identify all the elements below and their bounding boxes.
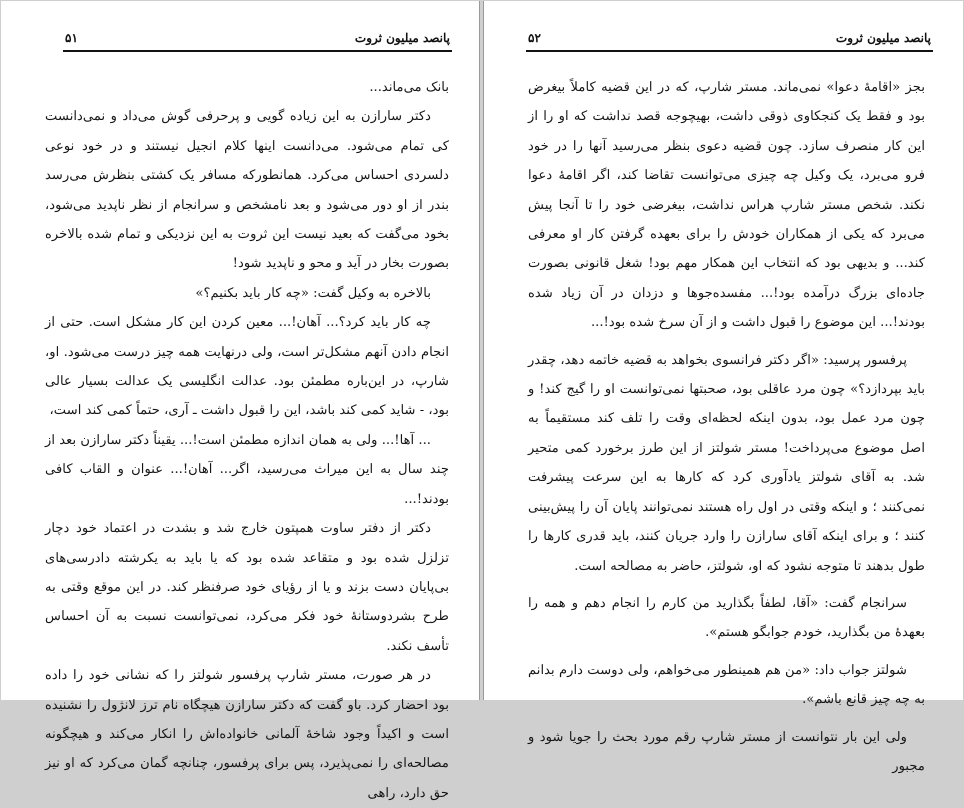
- paragraph: ... آها!... ولی به همان اندازه مطمئن است!... یقیناً دکتر سارازن بعد از چند سال به این میراث می‌رسید، اگر... آهان!... عنوان و القاب کافی بودند!...: [45, 432, 449, 507]
- paragraph: بجز «اقامهٔ دعوا» نمی‌ماند. مستر شارپ، که در این قضیه کاملاً بیغرض بود و فقط یک کنجکاوی ذوقی داشت، بهیچوجه قصد نداشت که او را از این کار منصرف سازد. چون قضیه دعوی بنظر می‌رسید آنها را در خود فرو می‌برد، یک وکیل چه چیزی می‌توانست تقاضا کند، اگر اقامهٔ دعوا نکند. شخص مستر شارپ هراس نداشت، بیغرضی خود را تا آنجا پیش می‌برد که یکی از همکاران خودش را برای بعهده گرفتن کار او معرفی کند... و بدیهی بود که انتخاب این همکار مهم بود! شغل قانونی بصورت جاده‌ای بزرگ درآمده بود!... مفسده‌جوها و دزدان در آن زیاد شده بودند!... این موضوع را قبول داشت و از آن سرخ شده بود!...: [528, 80, 925, 331]
- paragraph: بالاخره به وکیل گفت: «چه کار باید بکنیم؟»: [195, 285, 431, 301]
- paragraph: در هر صورت، مستر شارپ پرفسور شولتز را که نشانی خود را داده بود احضار کرد. باو گفت که دکتر سارازن هیچگاه نام ترز لانژول را نشنیده است و اکیداً وجود شاخهٔ آلمانی خانواده‌اش را انکار می‌کند و هیچگونه مصالحه‌ای را نمی‌پذیرد، پس برای پرفسور، چنانچه گمان می‌کرد که او نیز حق دارد، راهی: [45, 668, 449, 801]
- page-number: ۵۲: [528, 31, 541, 45]
- paragraph: پرفسور پرسید: «اگر دکتر فرانسوی بخواهد به قضیه خاتمه دهد، چقدر باید بپردازد؟» چون مرد عاقلی بود، صحبتها نمی‌توانست او را گیج کند! و چون مرد عمل بود، بدون اینکه لحظه‌ای وقت را تلف کند مستقیماً به اصل موضوع می‌پرداخت! مستر شولتز از این طرز برخورد کمی متحیر شد. به آقای شولتز یادآوری کرد که کارها به این سرعت پیشرفت نمی‌کنند ؛ و اینکه وقتی در اول راه هستند نمی‌توانند پایان آن را پیش‌بینی کنند ؛ و برای اینکه آقای سارازن را وارد جریان کنند، باید قدری کارها را طول بدهند تا متوجه نشود که او، شولتز، حاضر به مصالحه است.: [528, 352, 925, 574]
- right-page: [483, 1, 963, 774]
- page-header: [63, 28, 452, 52]
- paragraph: سرانجام گفت: «آقا، لطفاً بگذارید من کارم را انجام دهم و همه را بعهدهٔ من بگذارید، خودم جوابگو هستم».: [528, 595, 925, 641]
- page-number: ۵۱: [65, 31, 78, 45]
- paragraph: دکتر سارازن به این زیاده گویی و پرحرفی گوش می‌داد و نمی‌دانست کی تمام می‌شود. می‌دانست اینها کلام انجیل نیستند و در خود نوعی دلسردی احساس می‌کرد. همانطورکه مسافر یک کشتی بنظرش می‌رسد بندر از او دور می‌شود و بعد نامشخص و سرانجام از نظر ناپدید می‌شود، بخود می‌گفت که بعید نیست این ثروت به این نزدیکی و تمام شده بالاخره بصورت بخار در آید و محو و ناپدید شود!: [45, 109, 449, 272]
- paragraph: چه کار باید کرد؟... آهان!... معین کردن این کار مشکل است. حتی از انجام دادن آنهم مشکل‌تر است، ولی درنهایت همه چیز درست می‌شود. او، شارپ، در این‌باره مطمئن بود. عدالت انگلیسی یک عدالت بسیار عالی بود، - شاید کمی کند باشد، این را قبول داشت ـ آری، حتماً کمی کند است،: [45, 315, 449, 419]
- paragraph: دکتر از دفتر ساوت همپتون خارج شد و بشدت در اعتماد خود دچار تزلزل شده بود و متقاعد شده بود که یا باید به یکرشته دادرسی‌های بی‌پایان دست بزند و یا از رؤیای خود صرفنظر کند. در این موقع وقتی به طرح بشردوستانهٔ خود فکر می‌کرد، نمی‌توانست نسبت به آن احساس تأسف نکند.: [45, 521, 449, 654]
- page-header: [526, 28, 933, 52]
- page-body: [45, 73, 449, 808]
- paragraph: شولتز جواب داد: «من هم همینطور می‌خواهم، ولی دوست دارم بدانم به چه چیز قانع باشم».: [528, 662, 925, 708]
- page-body: [528, 73, 925, 781]
- paragraph: ولی این بار نتوانست از مستر شارپ رقم مورد بحث را جویا شود و مجبور: [528, 729, 925, 774]
- running-title: پانصد میلیون ثروت: [835, 31, 931, 45]
- left-page: [1, 1, 480, 801]
- running-title: پانصد میلیون ثروت: [354, 31, 450, 45]
- paragraph: بانک می‌ماند...: [369, 80, 449, 95]
